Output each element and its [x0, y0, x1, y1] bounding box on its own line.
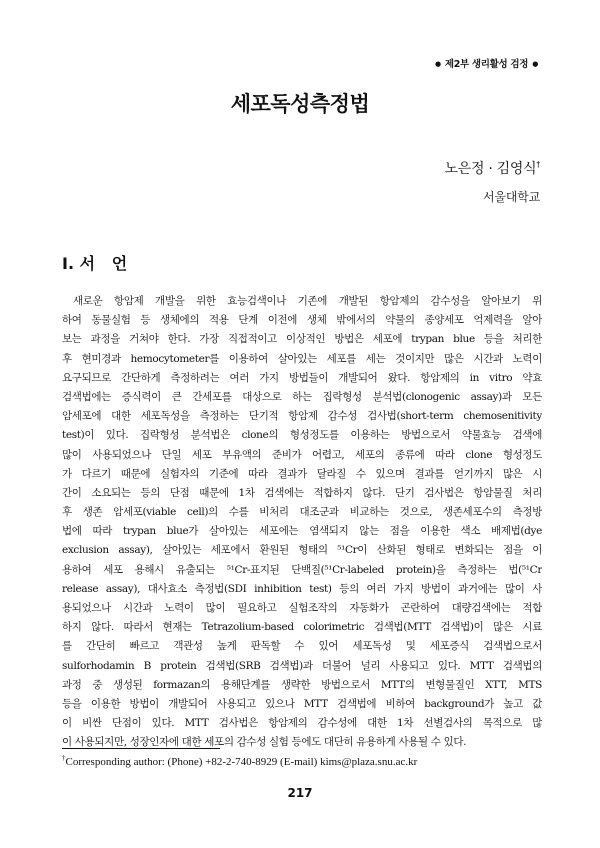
body-line: 가 다르기 때문에 실험자의 기준에 따라 결과가 달라질 수 있으며 결과를 얻기까지 많은 시: [62, 467, 542, 480]
footnote-text: Corresponding author: (Phone) +82-2-740-8929 (E-mail) kims@plaza.snu.ac.kr: [65, 756, 418, 768]
body-line: 법에 따라 trypan blue가 살아있는 세포에는 염색되지 않는 점을 이용한 색소 배제법(dye: [62, 525, 542, 538]
body-line: 후 생존 암세포(viable cell)의 수를 비처리 대조군과 비교하는 것으로, 생존세포수의 측정방: [62, 506, 542, 519]
body-line: 용하여 세포 용해시 유출되는 ⁵¹Cr-표지된 단백질(⁵¹Cr-labeled protein)을 측정하는 법(⁵¹Cr: [62, 563, 542, 576]
body-line: test)이 있다. 집락형성 분석법은 clone의 형성정도를 이용하는 방법으로서 약물효능 검색에: [62, 429, 542, 442]
body-line: 등을 이용한 방법이 개발되어 사용되고 있으나 MTT 검색법에 비하여 background가 높고 값: [62, 697, 542, 710]
section-heading: I. 서 언: [62, 254, 128, 273]
body-line: 과정 중 생성된 formazan의 용해단계를 생략한 방법으로서 MTT의 변형물질인 XTT, MTS: [62, 678, 542, 691]
body-line: 요구되므로 간단하게 측정하려는 여러 가지 방법들이 개발되어 왔다. 항암제의 in vitro 약효: [62, 371, 542, 384]
body-line: 검색법에는 증식력이 큰 간세포를 대상으로 하는 집락형성 분석법(clonogenic assay)과 모든: [62, 390, 542, 403]
bullet-right-icon: ●: [532, 60, 538, 68]
body-line: exclusion assay), 살아있는 세포에서 환원된 형태의 ⁵¹Cr이 산화된 형태로 변화되는 점을 이: [62, 544, 542, 557]
author-affiliation: 서울대학교: [483, 190, 540, 204]
body-line: 용되었으나 시간과 노력이 많이 필요하고 실험조작의 자동화가 곤란하여 대량검색에는 적합: [62, 602, 542, 614]
page-title: 세포독성측정법: [230, 92, 370, 116]
body-line: 암세포에 대한 세포독성을 측정하는 단기적 항암제 감수성 검사법(short-term chemosenitivity: [62, 410, 542, 423]
body-line: 이 사용되지만, 성장인자에 대한 세포의 감수성 실험 등에도 대단히 유용하게 사용될 수 있다.: [62, 736, 467, 749]
body-line: 많이 사용되었으나 단일 세포 부유액의 준비가 어렵고, 세포의 종류에 따라 clone 형성정도: [62, 448, 542, 461]
body-text: [62, 292, 542, 753]
body-line: release assay), 대사효소 측정법(SDI inhibition test) 등의 여러 가지 방법이 과거에는 많이 사: [62, 582, 542, 595]
page-number: 217: [287, 786, 313, 800]
body-line: 보는 과정을 거쳐야 한다. 가장 직접적이고 이상적인 방법은 세포에 trypan blue 등을 처리한: [62, 333, 542, 346]
body-line: sulforhodamin B protein 검색법(SRB 검색법)과 더불어 널리 사용되고 있다. MTT 검색법의: [62, 659, 542, 672]
running-title: 제2부 생리활성 검정: [444, 59, 529, 70]
running-head: [431, 56, 542, 70]
body-line: 후 현미경과 hemocytometer를 이용하여 살아있는 세포를 세는 것이지만 많은 시간과 노력이: [62, 352, 542, 365]
author-names: 노은정 · 김영식: [444, 161, 537, 177]
body-line: 새로운 항암제 개발을 위한 효능검색이나 기존에 개발된 항암제의 감수성을 알아보기 위: [73, 295, 542, 307]
body-line: 하여 동물실험 등 생체에의 적용 단계 이전에 생체 밖에서의 약물의 종양세포 억제력을 알아: [62, 314, 542, 327]
body-line: 하지 않다. 따라서 현재는 Tetrazolium-based colorimetric 검색법(MTT 검색법)이 많은 시료: [62, 621, 542, 634]
footnote: [62, 754, 417, 768]
bullet-left-icon: ●: [435, 60, 441, 68]
body-line: 를 간단히 빠르고 객관성 높게 판독할 수 있어 세포독성 및 세포증식 검색법으로서: [62, 640, 542, 653]
body-line: 간이 소요되는 등의 단점 때문에 1차 검색에는 적합하지 않다. 단기 검사법은 항암물질 처리: [62, 486, 542, 499]
author-mark: †: [536, 160, 540, 169]
author-line: [445, 158, 541, 178]
body-line: 이 비싼 단점이 있다. MTT 검사법은 항암제의 감수성에 대한 1차 선별검사의 목적으로 많: [62, 717, 542, 730]
footnote-mark: †: [62, 754, 66, 762]
footnote-divider: [62, 748, 220, 749]
